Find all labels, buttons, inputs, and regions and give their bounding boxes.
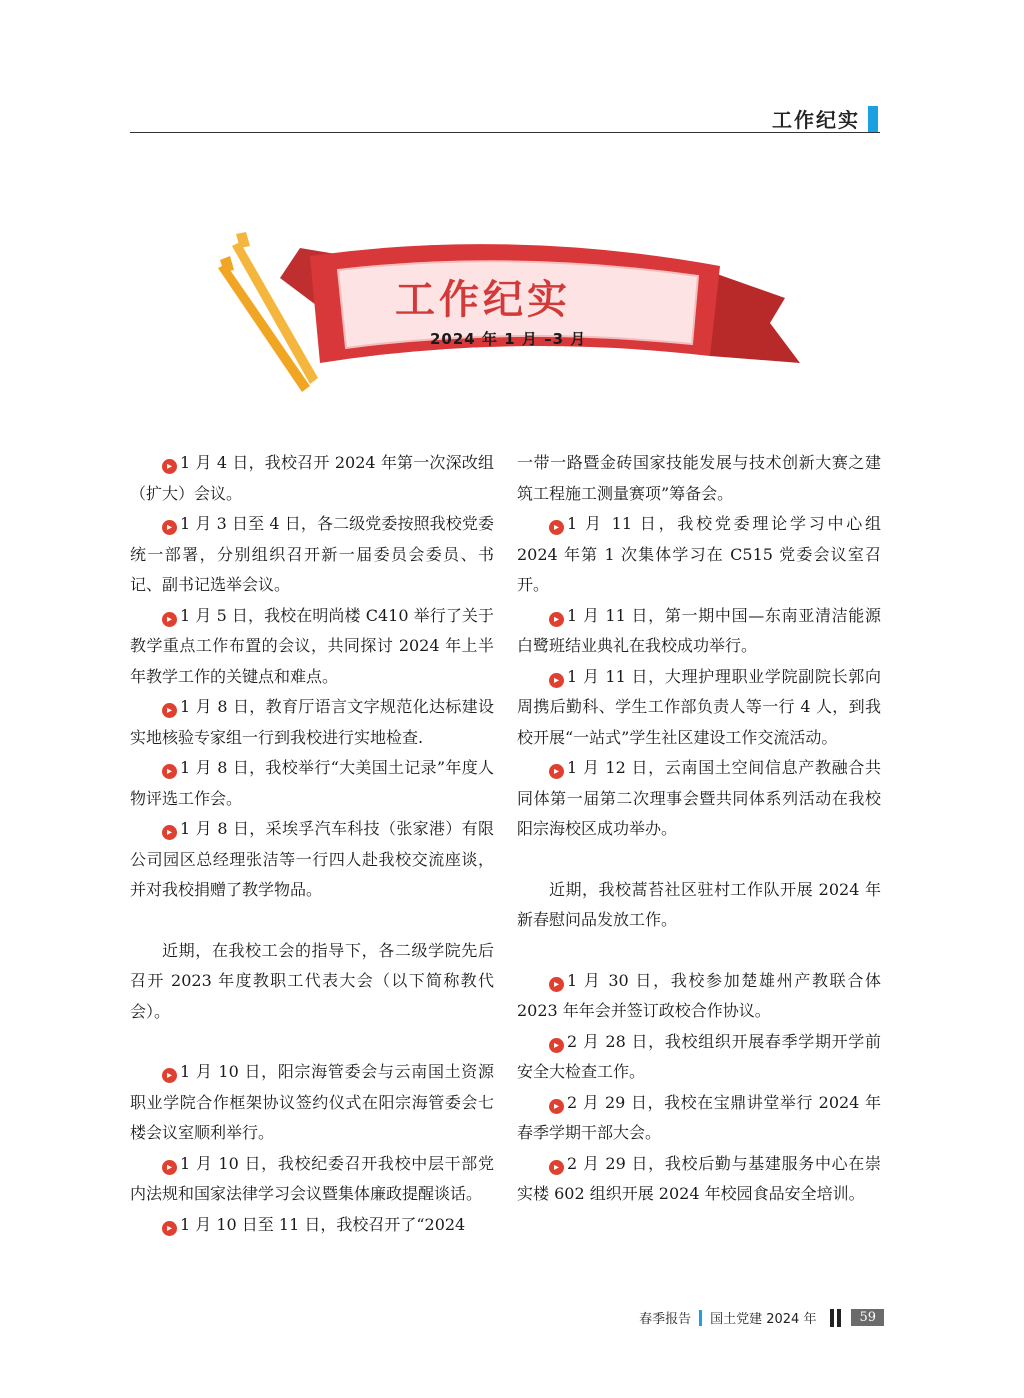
spacer xyxy=(130,1027,494,1057)
paragraph: 近期，我校蒿苔社区驻村工作队开展 2024 年新春慰问品发放工作。 xyxy=(517,879,881,929)
arrow-bullet-icon: ▸ xyxy=(549,1160,564,1175)
list-item: ▸ 2 月 29 日，我校在宝鼎讲堂举行 2024 年春季学期干部大会。 xyxy=(517,1092,881,1142)
page-footer xyxy=(639,1308,884,1327)
list-item: ▸ 1 月 8 日，采埃孚汽车科技（张家港）有限公司园区总经理张洁等一行四人赴我校交流座谈，并对我校捐赠了教学物品。 xyxy=(130,819,494,899)
arrow-bullet-icon: ▸ xyxy=(162,703,177,718)
section-accent-bar xyxy=(868,106,878,132)
list-item: ▸ 1 月 11 日，我校党委理论学习中心组 2024 年第 1 次集体学习在 C515 党委会议室召开。 xyxy=(517,514,881,594)
list-item: ▸ 2 月 28 日，我校组织开展春季学期开学前安全大检查工作。 xyxy=(517,1031,881,1081)
arrow-bullet-icon: ▸ xyxy=(162,459,177,474)
list-item: ▸ 1 月 11 日，第一期中国—东南亚清洁能源白鹭班结业典礼在我校成功举行。 xyxy=(517,605,881,655)
header-divider xyxy=(130,132,880,133)
arrow-bullet-icon: ▸ xyxy=(162,764,177,779)
section-header xyxy=(772,104,878,133)
right-column xyxy=(517,448,881,1210)
footer-bars-decoration xyxy=(830,1309,841,1327)
arrow-bullet-icon: ▸ xyxy=(162,825,177,840)
list-item: ▸ 1 月 5 日，我校在明尚楼 C410 举行了关于教学重点工作布置的会议，共同探讨 2024 年上半年教学工作的关键点和难点。 xyxy=(130,605,494,686)
list-item: ▸ 1 月 10 日至 11 日，我校召开了“2024 xyxy=(130,1210,494,1241)
arrow-bullet-icon: ▸ xyxy=(549,673,564,688)
spacer xyxy=(517,845,881,875)
page-number: 59 xyxy=(851,1309,884,1326)
arrow-bullet-icon: ▸ xyxy=(162,612,177,627)
arrow-bullet-icon: ▸ xyxy=(549,764,564,779)
left-column xyxy=(130,448,494,1240)
spacer xyxy=(517,936,881,966)
list-item: ▸ 1 月 8 日，教育厅语言文字规范化达标建设实地核验专家组一行到我校进行实地检查. xyxy=(130,697,494,747)
footer-report: 春季报告 xyxy=(639,1312,692,1327)
list-item: ▸ 1 月 4 日，我校召开 2024 年第一次深改组（扩大）会议。 xyxy=(130,453,494,503)
paragraph: 近期，在我校工会的指导下，各二级学院先后召开 2023 年度教职工代表大会（以下简称教代会）。 xyxy=(130,940,494,1021)
arrow-bullet-icon: ▸ xyxy=(549,977,564,992)
arrow-bullet-icon: ▸ xyxy=(162,1160,177,1175)
footer-separator xyxy=(699,1310,702,1326)
list-item: ▸ 1 月 3 日至 4 日，各二级党委按照我校党委统一部署，分别组织召开新一届委员会委员、书记、副书记选举会议。 xyxy=(130,514,494,594)
arrow-bullet-icon: ▸ xyxy=(549,1038,564,1053)
section-title: 工作纪实 xyxy=(772,108,860,132)
arrow-bullet-icon: ▸ xyxy=(549,612,564,627)
list-item: ▸ 2 月 29 日，我校后勤与基建服务中心在崇实楼 602 组织开展 2024 年校园食品安全培训。 xyxy=(517,1153,881,1203)
arrow-bullet-icon: ▸ xyxy=(549,1099,564,1114)
list-item-continued: 一带一路暨金砖国家技能发展与技术创新大赛之建筑工程施工测量赛项”筹备会。 xyxy=(517,453,881,503)
arrow-bullet-icon: ▸ xyxy=(549,520,564,535)
banner-title: 工作纪实 xyxy=(395,277,571,323)
banner-subtitle: 2024 年 1 月 –3 月 xyxy=(430,330,587,348)
list-item: ▸ 1 月 10 日，阳宗海管委会与云南国土资源职业学院合作框架协议签约仪式在阳宗海管委会七楼会议室顺利举行。 xyxy=(130,1062,494,1142)
list-item: ▸ 1 月 11 日，大理护理职业学院副院长郭向周携后勤科、学生工作部负责人等一行 4 人，到我校开展“一站式”学生社区建设工作交流活动。 xyxy=(517,666,881,747)
arrow-bullet-icon: ▸ xyxy=(162,1221,177,1236)
footer-journal: 国土党建 2024 年 xyxy=(710,1312,817,1327)
list-item: ▸ 1 月 12 日，云南国土空间信息产教融合共同体第一届第二次理事会暨共同体系列活动在我校阳宗海校区成功举办。 xyxy=(517,758,881,838)
arrow-bullet-icon: ▸ xyxy=(162,1068,177,1083)
spacer xyxy=(130,906,494,936)
arrow-bullet-icon: ▸ xyxy=(162,520,177,535)
list-item: ▸ 1 月 30 日，我校参加楚雄州产教联合体 2023 年年会并签订政校合作协议。 xyxy=(517,970,881,1020)
list-item: ▸ 1 月 10 日，我校纪委召开我校中层干部党内法规和国家法律学习会议暨集体廉政提醒谈话。 xyxy=(130,1153,494,1203)
list-item: ▸ 1 月 8 日，我校举行“大美国土记录”年度人物评选工作会。 xyxy=(130,758,494,808)
